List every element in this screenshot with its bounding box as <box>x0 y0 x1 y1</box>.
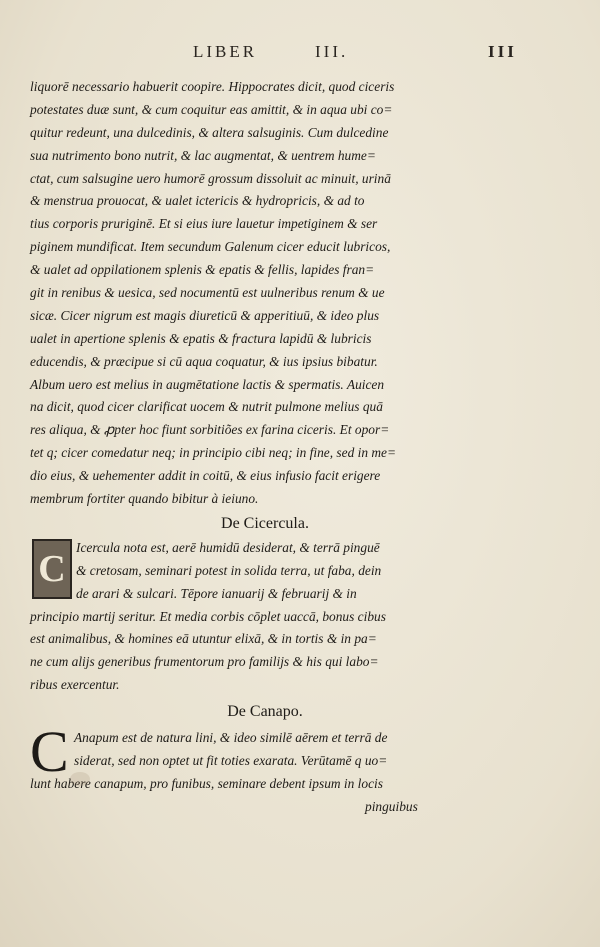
text-line: piginem mundificat. Item secundum Galenum cicer educit lubricos, <box>30 239 391 255</box>
text-line: ctat, cum salsugine uero humorē grossum dissoluit ac minuit, urinā <box>30 170 391 186</box>
text-line: dio eius, & uehementer addit in coitū, & eius infusio facit erigere <box>30 468 381 484</box>
text-line: membrum fortiter quando bibitur à ieiuno. <box>30 491 259 507</box>
text-line: ribus exercentur. <box>30 677 120 693</box>
text-line: Icercula nota est, aerē humidū desiderat, & terrā pinguē <box>76 539 380 555</box>
text-line: na dicit, quod cicer clarificat uocem & nutrit pulmone melius quā <box>30 399 383 415</box>
text-line: principio martij seritur. Et media corbis cōplet uaccā, bonus cibus <box>30 608 386 624</box>
text-line: sua nutrimento bono nutrit, & lac augmentat, & uentrem hume= <box>30 147 376 163</box>
text-line: tet q; cicer comedatur neq; in principio cibi neq; in fine, sed in me= <box>30 445 397 461</box>
text-line: liquorē necessario habuerit coopire. Hippocrates dicit, quod ciceris <box>30 79 395 94</box>
running-header <box>0 42 600 66</box>
paper-stain <box>70 772 90 786</box>
text-line: potestates duæ sunt, & cum coquitur eas amittit, & in aqua ubi co= <box>30 101 393 117</box>
text-line: & menstrua prouocat, & ualet ictericis & hydropricis, & ad to <box>30 193 365 209</box>
text-line: quitur redeunt, una dulcedinis, & altera salsuginis. Cum dulcedine <box>30 124 389 140</box>
header-book-number: III. <box>315 42 349 61</box>
text-line: sicæ. Cicer nigrum est magis diureticū & apperitiuū, & ideo plus <box>30 307 380 323</box>
text-line: & ualet ad oppilationem splenis & epatis & fellis, lapides fran= <box>30 262 375 278</box>
header-book-label: LIBER <box>193 42 258 61</box>
section-heading-canapo: De Canapo. <box>227 703 303 721</box>
text-line: res aliqua, & ꝓpter hoc fiunt sorbitiões ex farina ciceris. Et opor= <box>30 422 390 438</box>
text-line: de arari & sulcari. Tēpore ianuarij & februarij & in <box>76 585 357 601</box>
cicercula-paragraph <box>30 537 460 697</box>
text-line: lunt habere canapum, pro funibus, seminare debent ipsum in locis <box>30 775 383 791</box>
section-heading-cicercula: De Cicercula. <box>221 514 309 532</box>
text-line: Album uero est melius in augmētatione lactis & spermatis. Auicen <box>30 376 385 392</box>
text-line: siderat, sed non optet ut fit toties exarata. Verūtamē q uo= <box>74 753 388 769</box>
large-initial: C <box>30 719 69 785</box>
text-line: git in renibus & uesica, sed nocumentū est uulneribus renum & ue <box>30 285 385 301</box>
text-line: educendis, & præcipue si cū aqua coquatur, & ius ipsius bibatur. <box>30 353 378 369</box>
header-folio-number: III <box>488 42 517 61</box>
canapo-paragraph <box>30 719 460 819</box>
text-line: est animalibus, & homines eā utuntur elixā, & in tortis & in pa= <box>30 631 377 647</box>
text-line: ne cum alijs generibus frumentorum pro familijs & his qui labo= <box>30 654 379 670</box>
main-text-block <box>30 76 460 819</box>
text-line: tius corporis pruriginē. Et si eius iure lauetur impetiginem & ser <box>30 216 378 232</box>
text-line: Anapum est de natura lini, & ideo similē aērem et terrā de <box>74 730 388 746</box>
catchword: pinguibus <box>365 798 418 814</box>
text-line: ualet in apertione splenis & epatis & fractura lapidū & lubricis <box>30 330 372 346</box>
text-line: & cretosam, seminari potest in solida terra, ut faba, dein <box>76 562 382 578</box>
decorated-initial: C <box>32 539 72 599</box>
